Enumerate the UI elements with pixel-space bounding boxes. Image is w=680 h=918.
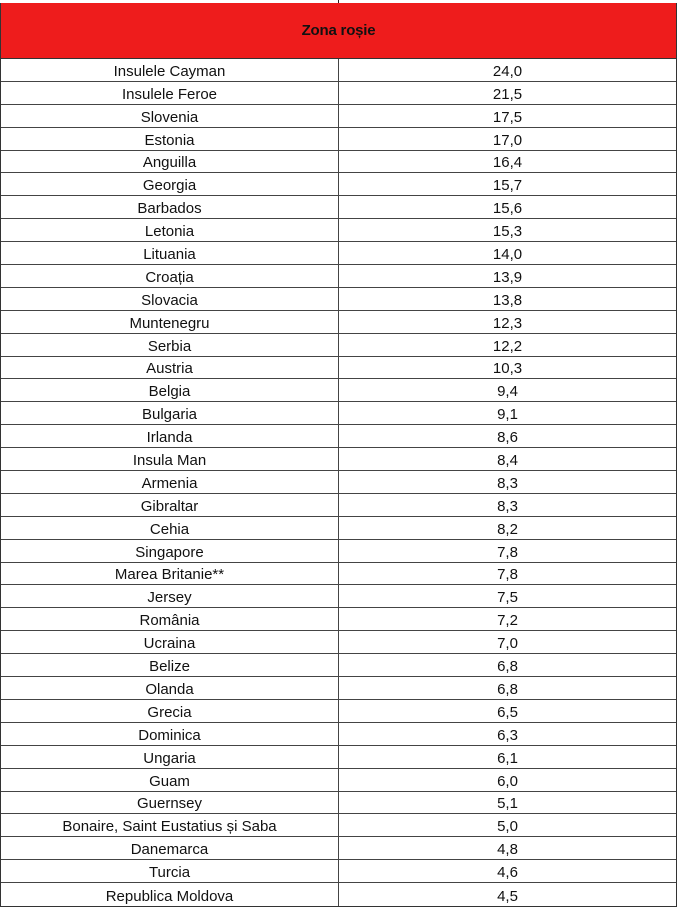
table-header — [1, 3, 676, 59]
value-cell: 6,1 — [497, 749, 518, 767]
country-cell: Serbia — [1, 334, 339, 356]
country-cell: Armenia — [1, 471, 339, 493]
table-row — [1, 814, 676, 837]
value-cell: 9,1 — [497, 406, 518, 424]
country-cell: Cehia — [1, 517, 339, 539]
country-cell: Bulgaria — [1, 402, 339, 424]
table-row — [1, 746, 676, 769]
table-row — [1, 219, 676, 242]
country-cell: Marea Britanie** — [1, 563, 339, 585]
country-cell: Belgia — [1, 379, 339, 401]
table-row — [1, 471, 676, 494]
table-row — [1, 654, 676, 677]
table-row — [1, 357, 676, 380]
value-cell: 7,8 — [497, 566, 518, 584]
value-cell: 21,5 — [492, 85, 523, 103]
table-row — [1, 311, 676, 334]
table-row — [1, 425, 676, 448]
table-row — [1, 585, 676, 608]
table-row — [1, 105, 676, 128]
country-cell: Belize — [1, 654, 339, 676]
value-cell: 8,3 — [497, 474, 518, 492]
country-cell: Turcia — [1, 860, 339, 882]
country-cell: Estonia — [1, 128, 339, 150]
country-cell: Muntenegru — [1, 311, 339, 333]
country-cell: Guernsey — [1, 792, 339, 814]
value-cell: 6,3 — [497, 726, 518, 744]
table-row — [1, 792, 676, 815]
table-row — [1, 151, 676, 174]
value-cell: 17,0 — [492, 131, 523, 149]
country-cell: Jersey — [1, 585, 339, 607]
country-cell: Slovenia — [1, 105, 339, 127]
value-cell: 15,6 — [492, 200, 523, 218]
table-row — [1, 334, 676, 357]
value-cell: 6,8 — [497, 680, 518, 698]
country-cell: Guam — [1, 769, 339, 791]
table-row — [1, 837, 676, 860]
table-row — [1, 769, 676, 792]
table-row — [1, 860, 676, 883]
value-cell: 4,8 — [497, 841, 518, 859]
value-cell: 5,1 — [497, 795, 518, 813]
country-cell: Olanda — [1, 677, 339, 699]
country-cell: România — [1, 608, 339, 630]
table-body — [1, 59, 676, 906]
country-cell: Gibraltar — [1, 494, 339, 516]
table-row — [1, 288, 676, 311]
table-row — [1, 59, 676, 82]
value-cell: 12,3 — [492, 314, 523, 332]
country-cell: Insulele Feroe — [1, 82, 339, 104]
value-cell: 4,6 — [497, 864, 518, 882]
value-cell: 15,3 — [492, 223, 523, 241]
country-cell: Republica Moldova — [1, 883, 339, 906]
value-cell: 16,4 — [492, 154, 523, 172]
table-row — [1, 540, 676, 563]
country-cell: Danemarca — [1, 837, 339, 859]
table-row — [1, 494, 676, 517]
table-row — [1, 173, 676, 196]
country-cell: Insula Man — [1, 448, 339, 470]
value-cell: 13,9 — [492, 268, 523, 286]
value-cell: 13,8 — [492, 291, 523, 309]
table-row — [1, 448, 676, 471]
value-cell: 6,8 — [497, 658, 518, 676]
table-row — [1, 379, 676, 402]
country-cell: Bonaire, Saint Eustatius și Saba — [1, 814, 339, 836]
country-cell: Slovacia — [1, 288, 339, 310]
value-cell: 7,0 — [497, 635, 518, 653]
table-row — [1, 883, 676, 906]
table-row — [1, 265, 676, 288]
value-cell: 15,7 — [492, 177, 523, 195]
value-cell: 6,5 — [497, 703, 518, 721]
value-cell: 12,2 — [492, 337, 523, 355]
country-cell: Croația — [1, 265, 339, 287]
value-cell: 4,5 — [497, 887, 518, 905]
table-row — [1, 128, 676, 151]
table-row — [1, 196, 676, 219]
table-row — [1, 723, 676, 746]
value-cell: 14,0 — [492, 246, 523, 264]
country-cell: Grecia — [1, 700, 339, 722]
value-cell: 6,0 — [497, 772, 518, 790]
country-cell: Ungaria — [1, 746, 339, 768]
table-row — [1, 563, 676, 586]
value-cell: 8,2 — [497, 520, 518, 538]
table-row — [1, 700, 676, 723]
value-cell: 9,4 — [497, 383, 518, 401]
value-cell: 10,3 — [492, 360, 523, 378]
value-cell: 5,0 — [497, 818, 518, 836]
value-cell: 7,8 — [497, 543, 518, 561]
table-row — [1, 242, 676, 265]
table-row — [1, 608, 676, 631]
country-cell: Lituania — [1, 242, 339, 264]
table-row — [1, 677, 676, 700]
value-cell: 24,0 — [492, 62, 523, 80]
value-cell: 8,4 — [497, 452, 518, 470]
country-cell: Singapore — [1, 540, 339, 562]
value-cell: 7,2 — [497, 612, 518, 630]
table-row — [1, 631, 676, 654]
value-cell: 8,3 — [497, 497, 518, 515]
country-cell: Georgia — [1, 173, 339, 195]
value-cell: 8,6 — [497, 429, 518, 447]
table-header-title: Zona roșie — [301, 22, 376, 39]
country-cell: Dominica — [1, 723, 339, 745]
country-cell: Austria — [1, 357, 339, 379]
table-row — [1, 82, 676, 105]
country-cell: Insulele Cayman — [1, 59, 339, 81]
value-cell: 7,5 — [497, 589, 518, 607]
table-row — [1, 517, 676, 540]
red-zone-table — [0, 3, 677, 907]
country-cell: Anguilla — [1, 151, 339, 173]
country-cell: Barbados — [1, 196, 339, 218]
country-cell: Letonia — [1, 219, 339, 241]
table-row — [1, 402, 676, 425]
country-cell: Ucraina — [1, 631, 339, 653]
country-cell: Irlanda — [1, 425, 339, 447]
value-cell: 17,5 — [492, 108, 523, 126]
